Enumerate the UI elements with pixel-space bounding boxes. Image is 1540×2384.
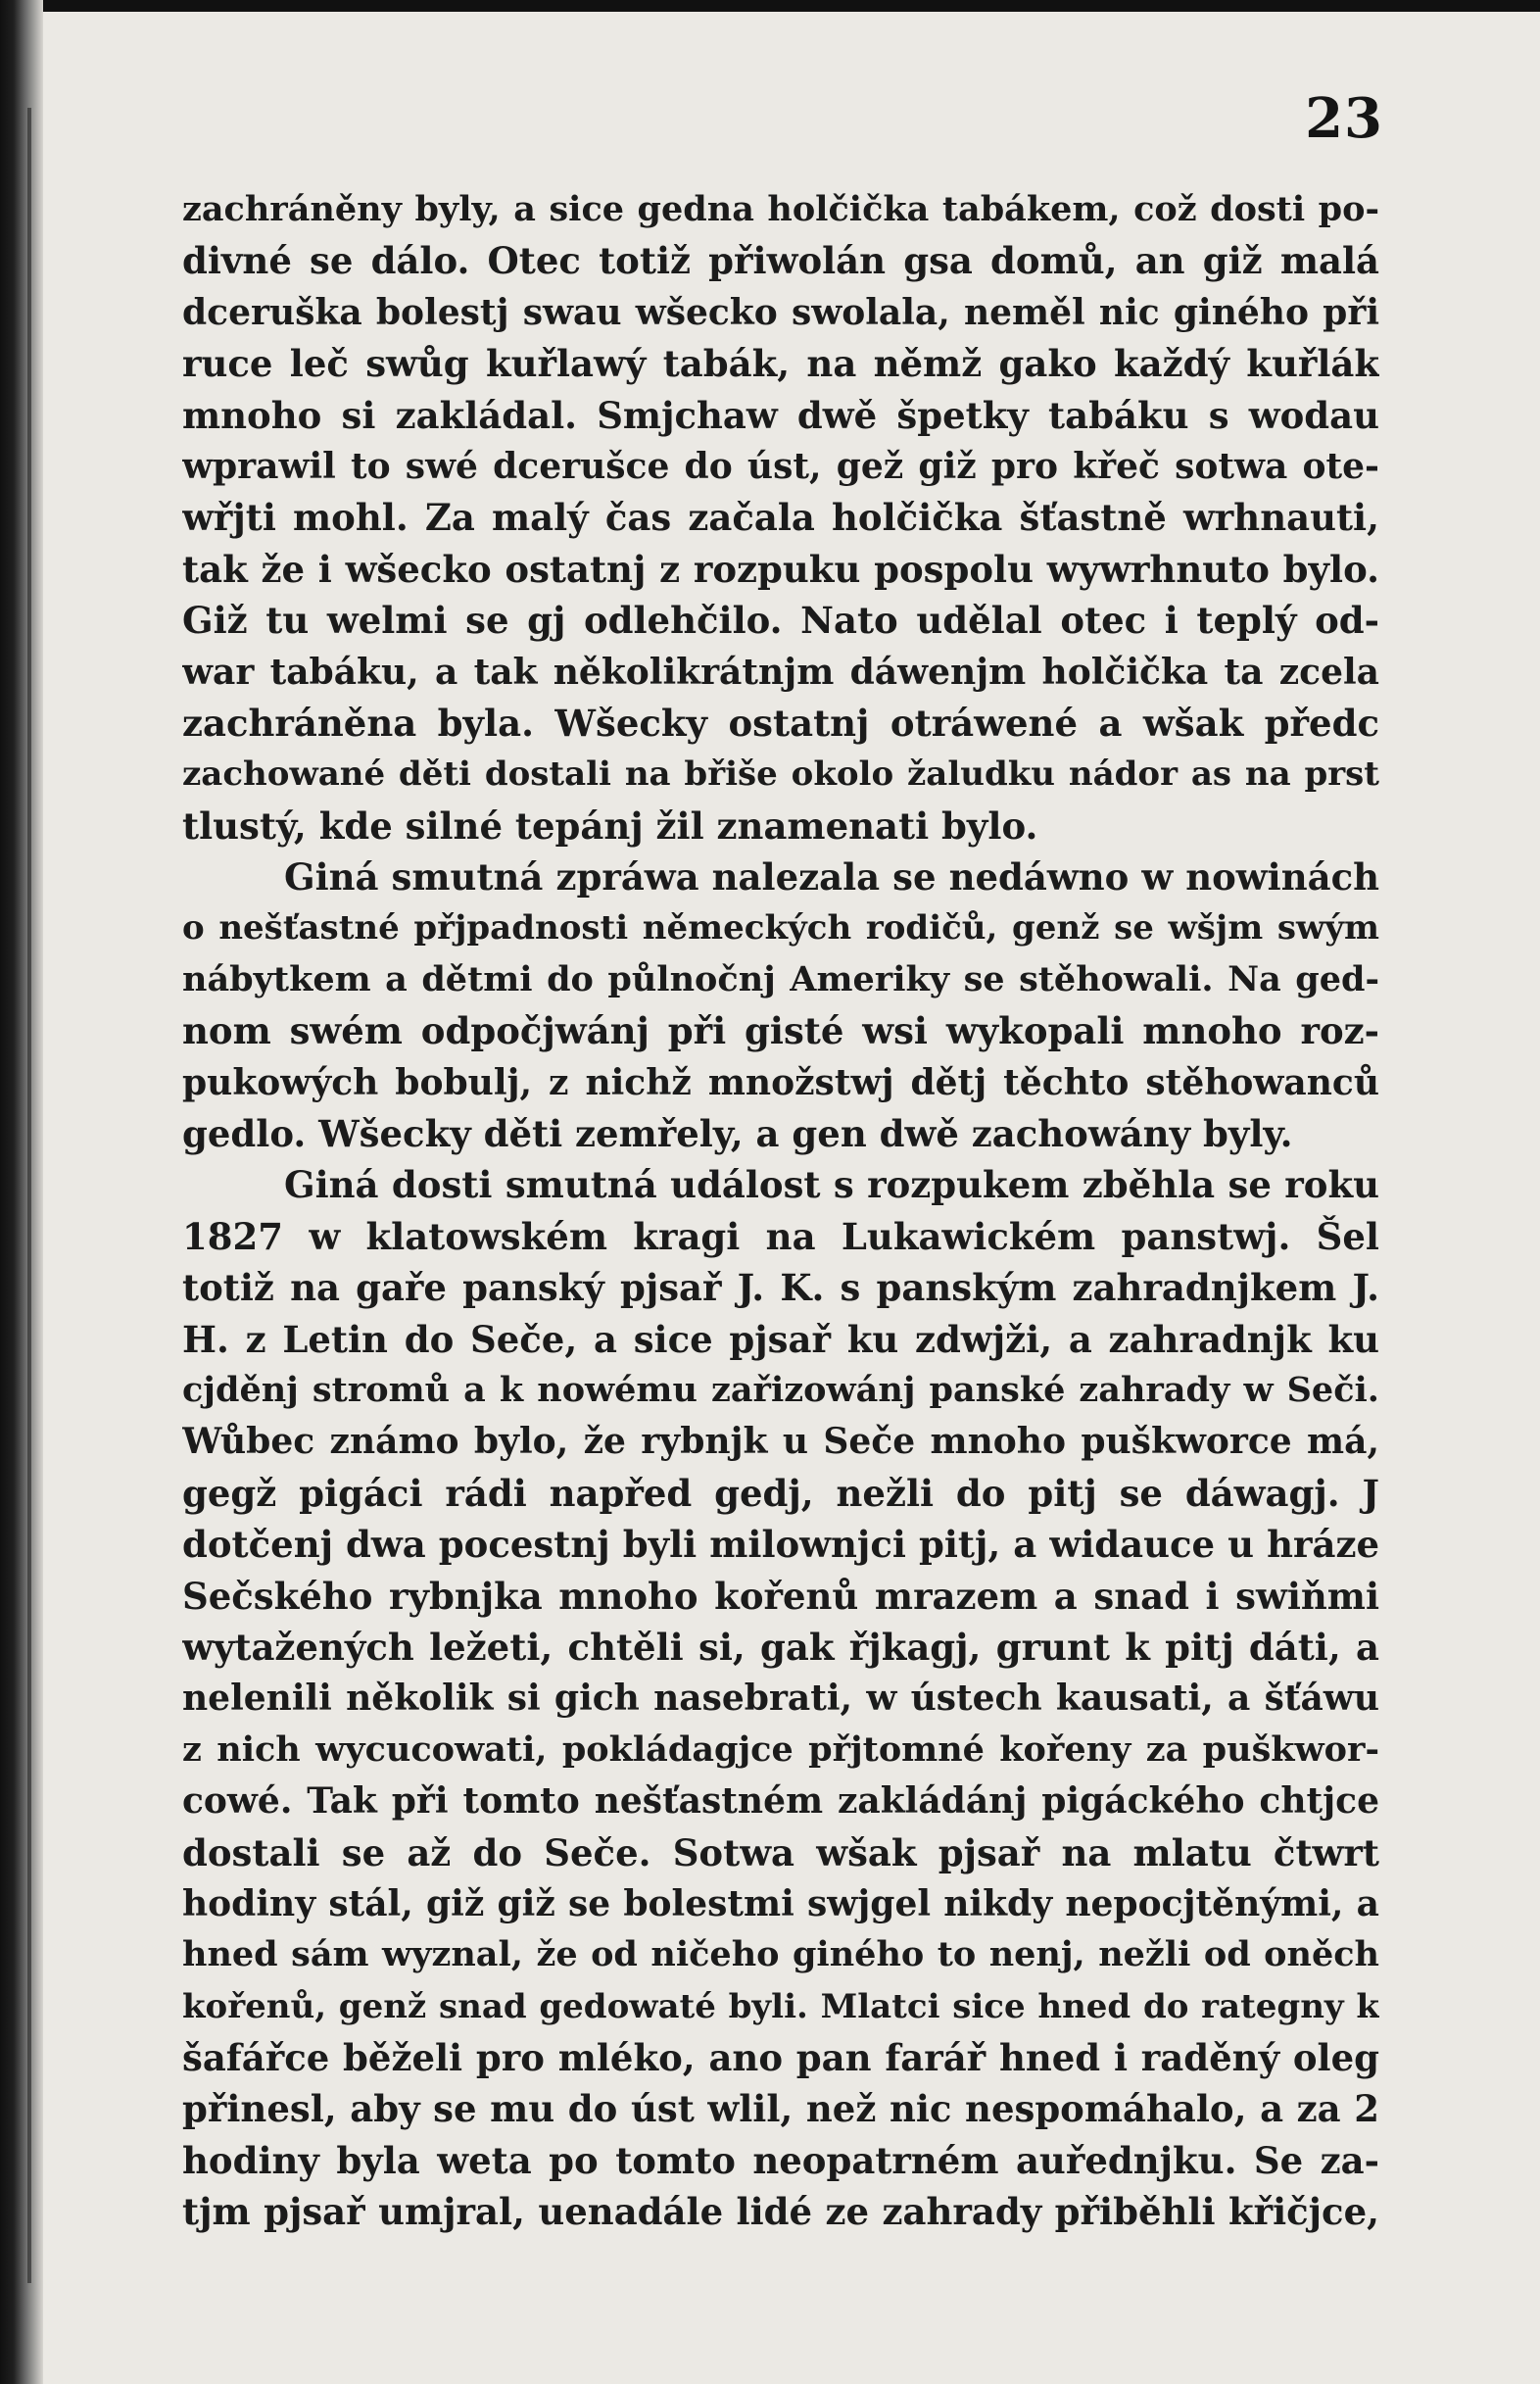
text-line: wprawil to swé dcerušce do úst, gež giž pro křeč sotwa ote- xyxy=(182,445,1379,487)
text-line: tlustý, kde silné tepánj žil znamenati bylo. xyxy=(182,803,1038,848)
text-line: cowé. Tak při tomto nešťastném zakládánj pigáckého chtjce xyxy=(182,1780,1379,1823)
text-line: wytažených ležeti, chtěli si, gak řjkagj, grunt k pitj dáti, a xyxy=(182,1625,1379,1669)
text-line: dotčenj dwa pocestnj byli milownjci pitj, a widauce u hráze xyxy=(182,1523,1379,1567)
scan-binding-line xyxy=(27,108,31,2283)
page-number: 23 xyxy=(1305,86,1383,151)
text-line: totiž na gaře panský pjsař J. K. s panským zahradnjkem J. xyxy=(182,1266,1379,1310)
text-line: gegž pigáci rádi napřed gedj, nežli do pitj se dáwagj. J xyxy=(182,1471,1379,1515)
text-line: hodiny stál, giž giž se bolestmi swjgel nikdy nepocjtěnými, a xyxy=(182,1882,1379,1924)
text-line: 1827 w klatowském kragi na Lukawickém panstwj. Šel xyxy=(182,1214,1379,1258)
text-line: nom swém odpočjwánj při gisté wsi wykopali mnoho roz- xyxy=(182,1009,1379,1053)
text-line: ruce leč swůg kuřlawý tabák, na němž gako každý kuřlák xyxy=(182,342,1379,386)
text-line: H. z Letin do Seče, a sice pjsař ku zdwjži, a zahradnjk ku xyxy=(182,1317,1379,1361)
text-line: kořenů, genž snad gedowaté byli. Mlatci sice hned do rategny k xyxy=(182,1986,1379,2026)
text-line: tjm pjsař umjral, uenadále lidé ze zahrady přiběhli křičjce, xyxy=(182,2190,1379,2234)
text-line: cjděnj stromů a k nowému zařizowánj panské zahrady w Seči. xyxy=(182,1369,1379,1410)
text-line: Giná smutná zpráwa nalezala se nedáwno w nowinách xyxy=(284,855,1379,900)
text-line: divné se dálo. Otec totiž přiwolán gsa domů, an giž malá xyxy=(182,239,1379,283)
text-line: zachráněny byly, a sice gedna holčička tabákem, což dosti po- xyxy=(182,189,1379,229)
text-line: nábytkem a dětmi do půlnočnj Ameriky se stěhowali. Na ged- xyxy=(182,958,1379,999)
text-line: Giž tu welmi se gj odlehčilo. Nato udělal otec i teplý od- xyxy=(182,599,1379,643)
text-line: Sečského rybnjka mnoho kořenů mrazem a snad i swiňmi xyxy=(182,1574,1379,1618)
text-line: z nich wycucowati, pokládagjce přjtomné kořeny za puškwor- xyxy=(182,1728,1379,1770)
text-line: dostali se až do Seče. Sotwa wšak pjsař na mlatu čtwrt xyxy=(182,1830,1379,1874)
text-line: šafářce běželi pro mléko, ano pan farář hned i raděný oleg xyxy=(182,2036,1379,2080)
body-text xyxy=(182,184,1379,2238)
text-line: war tabáku, a tak několikrátnjm dáwenjm holčička ta zcela xyxy=(182,651,1379,693)
text-line: tak že i wšecko ostatnj z rozpuku pospolu wywrhnuto bylo. xyxy=(182,547,1379,591)
text-line: o nešťastné přjpadnosti německých rodičů, genž se wšjm swým xyxy=(182,908,1379,949)
text-line: přinesl, aby se mu do úst wlil, než nic nespomáhalo, a za 2 xyxy=(182,2087,1379,2131)
text-line: hodiny byla weta po tomto neopatrném auřednjku. Se za- xyxy=(182,2138,1379,2182)
text-line: mnoho si zakládal. Smjchaw dwě špetky tabáku s wodau xyxy=(182,393,1379,437)
text-line: zachowané děti dostali na břiše okolo žaludku nádor as na prst xyxy=(182,754,1379,795)
text-line: Giná dosti smutná událost s rozpukem zběhla se roku xyxy=(284,1163,1379,1207)
text-line: wřjti mohl. Za malý čas začala holčička šťastně wrhnauti, xyxy=(182,496,1379,540)
text-line: dceruška bolestj swau wšecko swolala, neměl nic giného při xyxy=(182,291,1379,333)
text-line: zachráněna byla. Wšecky ostatnj otráwené a wšak předc xyxy=(182,701,1379,745)
text-line: Wůbec známo bylo, že rybnjk u Seče mnoho puškworce má, xyxy=(182,1421,1379,1463)
text-line: gedlo. Wšecky děti zemřely, a gen dwě zachowány byly. xyxy=(182,1112,1293,1156)
scan-binding-shadow xyxy=(0,0,43,2384)
scan-top-edge xyxy=(0,0,1540,12)
text-line: nelenili několik si gich nasebrati, w ústech kausati, a šťáwu xyxy=(182,1678,1379,1720)
text-line: hned sám wyznal, že od ničeho giného to nenj, nežli od oněch xyxy=(182,1934,1379,1975)
text-line: pukowých bobulj, z nichž množstwj dětj těchto stěhowanců xyxy=(182,1061,1379,1103)
